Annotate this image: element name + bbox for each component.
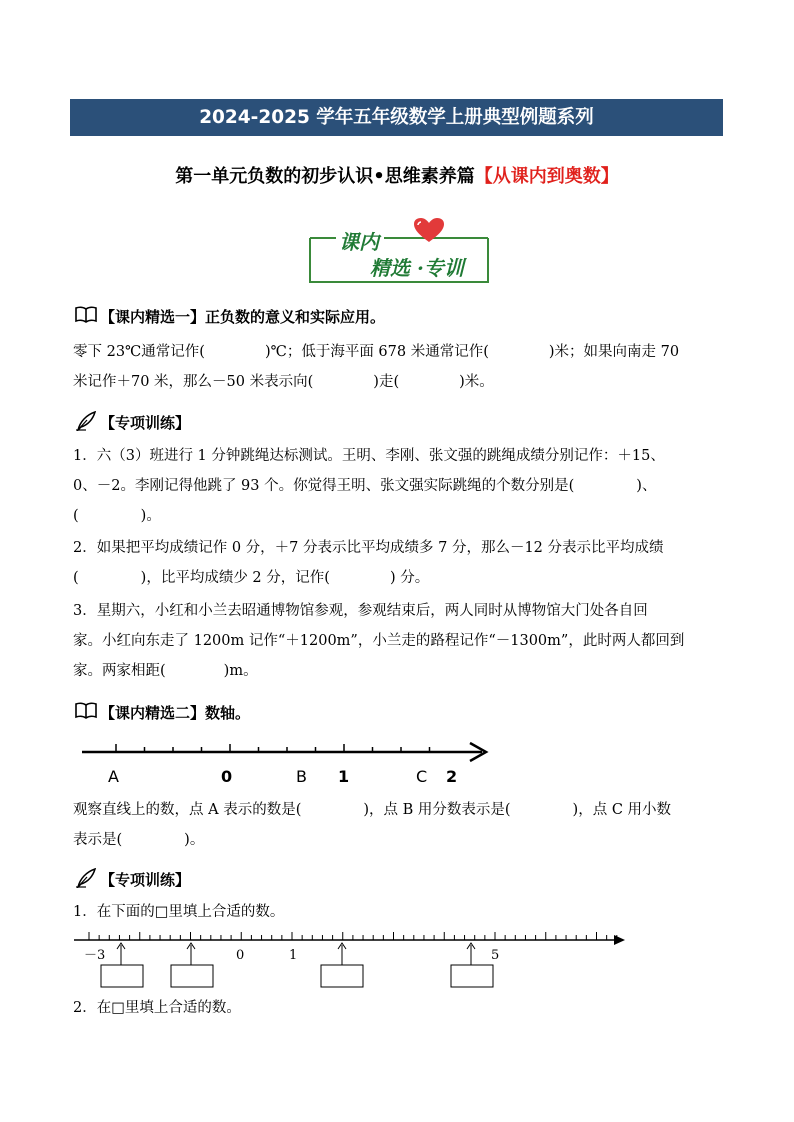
answer-blank[interactable] [122,843,184,844]
book-icon [74,701,98,719]
answer-blank[interactable] [79,581,141,582]
section2-question: 观察直线上的数，点 A 表示的数是( )，点 B 用分数表示是( )，点 C 用小数 表示是( )。 [73,802,672,848]
quill-pen-icon [74,868,98,888]
quill-pen-icon [74,411,98,431]
answer-blank[interactable] [166,674,224,675]
training1-q1: 1．六（3）班进行 1 分钟跳绳达标测试。王明、李刚、张文强的跳绳成绩分别记作：＋15、 0、－2。李刚记得他跳了 93 个。你觉得王明、张文强实际跳绳的个数分别是( )、 ( )。 [73,448,665,524]
answer-blank[interactable] [330,581,390,582]
axis-label-a: A [108,767,119,786]
book-icon [74,305,98,323]
axis-label-one: 1 [338,767,350,786]
axis-label-zero: 0 [221,767,233,786]
number-line-exercise [70,930,630,992]
unit-subtitle-highlight: 【从课内到奥数】 [474,166,619,187]
axis-label-c: C [416,767,428,786]
axis-label-b: B [296,767,307,786]
section1-heading-text: 【课内精选一】正负数的意义和实际应用。 [100,308,386,326]
answer-blank[interactable] [511,813,573,814]
axis-label-five: 5 [491,948,500,963]
axis-label-zero: 0 [236,948,245,963]
answer-blank[interactable] [574,489,636,490]
answer-box[interactable] [171,965,213,987]
training2-q1: 1．在下面的□里填上合适的数。 [73,904,285,920]
answer-blank[interactable] [489,355,549,356]
series-title: 2024-2025 学年五年级数学上册典型例题系列 [199,107,594,128]
axis-label-one: 1 [289,948,298,963]
answer-blank[interactable] [301,813,363,814]
answer-blank[interactable] [205,355,265,356]
answer-blank[interactable] [399,385,459,386]
number-line-example [70,740,510,788]
unit-subtitle [0,162,794,188]
answer-box[interactable] [101,965,143,987]
answer-blank[interactable] [313,385,373,386]
series-title-banner [70,99,723,136]
section2-heading-text: 【课内精选二】数轴。 [100,704,251,722]
unit-subtitle-main: 第一单元负数的初步认识•思维素养篇 [175,166,475,187]
badge-line1: 课内 [339,230,379,254]
axis-label-neg3: －3 [84,948,106,963]
axis-label-two: 2 [446,767,458,786]
training2-heading-text: 【专项训练】 [100,871,191,889]
answer-blank[interactable] [79,519,141,520]
course-badge [308,212,490,286]
answer-box[interactable] [451,965,493,987]
training1-heading-text: 【专项训练】 [100,414,191,432]
answer-box[interactable] [321,965,363,987]
training1-q3: 3．星期六，小红和小兰去昭通博物馆参观，参观结束后，两人同时从博物馆大门处各自回 家。小红向东走了 1200m 记作“＋1200m”，小兰走的路程记作“－1300m”，此时两人都回到 家。两家相距( )m。 [73,603,685,679]
section1-question: 零下 23℃通常记作( )℃；低于海平面 678 米通常记作( )米；如果向南走 70 米记作＋70 米，那么－50 米表示向( )走( )米。 [73,344,680,390]
heart-icon [412,216,446,244]
training1-q2: 2．如果把平均成绩记作 0 分，＋7 分表示比平均成绩多 7 分，那么－12 分表示比平均成绩 ( )，比平均成绩少 2 分，记作( ) 分。 [73,540,664,586]
training2-q2: 2．在□里填上合适的数。 [73,1000,241,1016]
badge-line2: 精选 ·专训 [370,256,464,280]
